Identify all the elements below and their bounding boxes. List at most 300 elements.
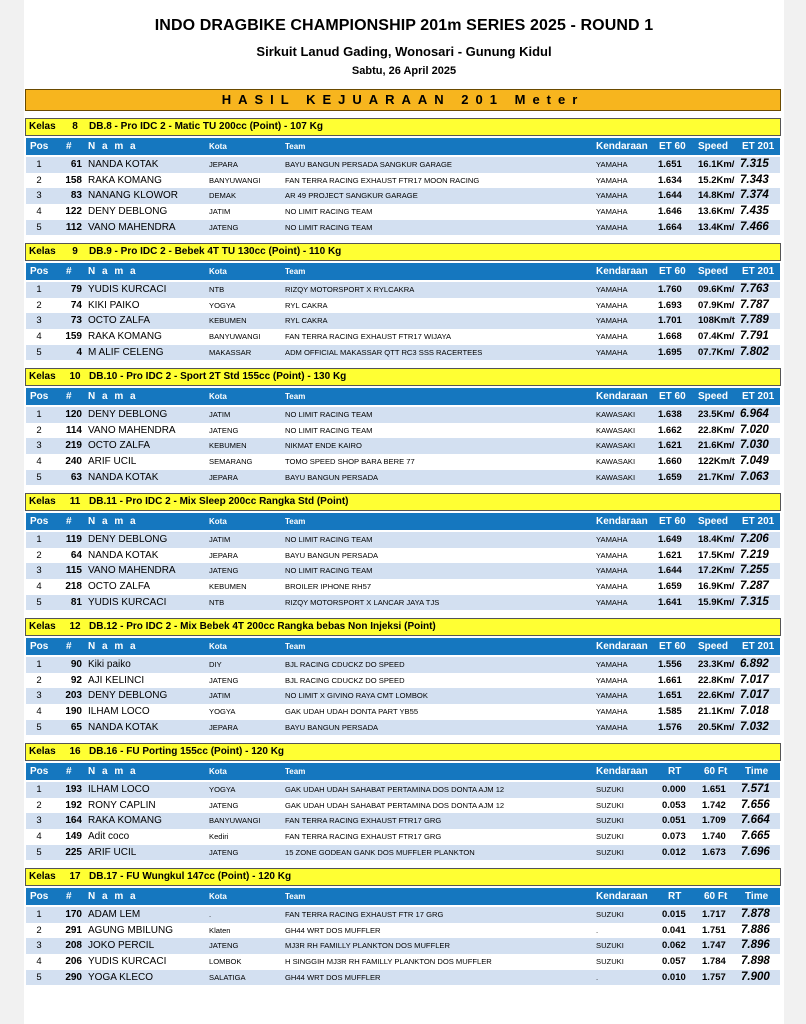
result-row	[26, 907, 780, 923]
cell-metric-2: 1.757	[702, 971, 726, 983]
result-row	[26, 923, 780, 939]
column-header-metric-1: RT	[668, 766, 682, 777]
column-header-vehicle: Kendaraan	[596, 391, 648, 402]
cell-rider-name: RAKA KOMANG	[88, 174, 162, 186]
cell-city: KEBUMEN	[209, 582, 247, 592]
cell-pos: 3	[36, 690, 42, 702]
cell-city: BANYUWANGI	[209, 332, 261, 342]
result-row	[26, 938, 780, 954]
cell-city: JATENG	[209, 941, 239, 951]
column-header-vehicle: Kendaraan	[596, 641, 648, 652]
cell-metric-1: 1.646	[658, 206, 682, 218]
cell-team: GAK UDAH UDAH DONTA PART YB55	[285, 707, 419, 717]
cell-bib-number: 219	[65, 440, 82, 452]
class-title-bar	[25, 618, 781, 636]
cell-bib-number: 79	[70, 284, 82, 295]
cell-pos: 3	[36, 315, 42, 327]
result-row	[26, 829, 780, 845]
cell-team: RIZQY MOTORSPORT X LANCAR JAYA TJS	[285, 597, 440, 607]
cell-bib-number: 291	[65, 924, 82, 936]
cell-rider-name: OCTO ZALFA	[88, 440, 151, 452]
cell-rider-name: Adit coco	[88, 831, 130, 843]
cell-rider-name: ADAM LEM	[88, 909, 141, 920]
cell-metric-3: 7.219	[740, 548, 769, 561]
class-number: 17	[69, 871, 81, 882]
cell-pos: 4	[36, 331, 42, 343]
cell-city: JATENG	[209, 847, 239, 857]
column-header-rider-name: N a m a	[88, 766, 138, 777]
cell-team: FAN TERRA RACING EXHAUST FTR 17 GRG	[285, 910, 444, 919]
cell-team: 15 ZONE GODEAN GANK DOS MUFFLER PLANKTON	[285, 847, 475, 857]
cell-rider-name: ILHAM LOCO	[88, 784, 150, 795]
cell-metric-3: 7.802	[740, 345, 769, 358]
cell-metric-1: 0.062	[662, 940, 686, 952]
cell-metric-2: 17.5Km/	[698, 549, 735, 561]
cell-metric-2: 14.8Km/	[698, 190, 735, 202]
result-row	[26, 423, 780, 439]
cell-pos: 5	[36, 971, 42, 983]
result-row	[26, 579, 780, 595]
cell-team: TOMO SPEED SHOP BARA BERE 77	[285, 457, 415, 467]
cell-rider-name: RONY CAPLIN	[88, 799, 156, 811]
result-row	[26, 345, 780, 361]
cell-metric-1: 0.015	[662, 909, 686, 920]
cell-vehicle: YAMAHA	[596, 175, 628, 185]
column-header-row	[26, 513, 780, 530]
cell-metric-1: 1.661	[658, 674, 682, 686]
cell-city: KEBUMEN	[209, 441, 247, 451]
cell-metric-3: 7.466	[740, 220, 769, 233]
column-header-rider-name: N a m a	[88, 141, 138, 152]
cell-metric-2: 21.7Km/	[698, 471, 735, 483]
cell-bib-number: 90	[70, 659, 82, 670]
column-header-team: Team	[285, 267, 306, 276]
cell-pos: 2	[36, 924, 42, 936]
result-row	[26, 438, 780, 454]
cell-pos: 5	[36, 471, 42, 483]
cell-team: FAN TERRA RACING EXHAUST FTR17 MOON RACING	[285, 175, 480, 185]
cell-metric-1: 1.662	[658, 424, 682, 436]
cell-bib-number: 119	[65, 534, 82, 545]
column-header-vehicle: Kendaraan	[596, 891, 648, 902]
result-row	[26, 954, 780, 970]
cell-vehicle: YAMAHA	[596, 691, 628, 701]
class-number: 8	[72, 121, 78, 132]
cell-metric-3: 7.898	[741, 955, 770, 968]
cell-city: SEMARANG	[209, 457, 253, 467]
cell-bib-number: 170	[65, 909, 82, 920]
cell-vehicle: YAMAHA	[596, 316, 628, 326]
class-kelas-label: Kelas	[29, 871, 56, 882]
cell-metric-2: 1.717	[702, 909, 726, 920]
cell-pos: 4	[36, 206, 42, 218]
result-row	[26, 563, 780, 579]
cell-vehicle: KAWASAKI	[596, 472, 636, 482]
cell-bib-number: 158	[65, 174, 82, 186]
class-title-bar	[25, 368, 781, 386]
cell-metric-3: 7.343	[740, 173, 769, 186]
column-header-bib-number: #	[66, 266, 72, 277]
cell-metric-1: 0.051	[662, 815, 686, 827]
cell-vehicle: YAMAHA	[596, 191, 628, 201]
column-header-row	[26, 263, 780, 280]
cell-team: BJL RACING CDUCKZ DO SPEED	[285, 660, 405, 669]
cell-metric-2: 09.6Km/	[698, 284, 735, 295]
cell-bib-number: 159	[65, 331, 82, 343]
cell-rider-name: OCTO ZALFA	[88, 581, 151, 593]
cell-metric-1: 1.641	[658, 596, 682, 608]
column-header-bib-number: #	[66, 766, 72, 777]
cell-rider-name: ARIF UCIL	[88, 456, 137, 468]
cell-pos: 4	[36, 706, 42, 718]
column-header-city: Kota	[209, 142, 227, 151]
cell-team: GAK UDAH UDAH SAHABAT PERTAMINA DOS DONTA AJM 12	[285, 785, 505, 794]
cell-vehicle: YAMAHA	[596, 550, 628, 560]
cell-city: Kediri	[209, 832, 229, 842]
column-header-pos: Pos	[30, 766, 49, 777]
cell-team: FAN TERRA RACING EXHAUST FTR17 WIJAYA	[285, 332, 452, 342]
column-header-team: Team	[285, 767, 306, 776]
class-kelas-label: Kelas	[29, 496, 56, 507]
cell-vehicle: YAMAHA	[596, 300, 628, 310]
cell-pos: 3	[36, 440, 42, 452]
cell-pos: 5	[36, 221, 42, 233]
page-margin-left	[0, 0, 24, 1024]
column-header-metric-2: 60 Ft	[704, 891, 728, 902]
cell-team: FAN TERRA RACING EXHAUST FTR17 GRG	[285, 816, 442, 826]
cell-city: JATIM	[209, 207, 231, 217]
cell-rider-name: M ALIF CELENG	[88, 346, 164, 358]
column-header-metric-2: Speed	[698, 141, 729, 152]
cell-metric-2: 108Km/t	[698, 315, 735, 327]
class-title: DB.12 - Pro IDC 2 - Mix Bebek 4T 200cc Rangka bebas Non Injeksi (Point)	[89, 621, 436, 632]
column-header-row	[26, 888, 780, 905]
cell-metric-2: 15.9Km/	[698, 596, 735, 608]
column-header-city: Kota	[209, 517, 227, 526]
cell-metric-1: 0.010	[662, 971, 686, 983]
class-number: 9	[72, 246, 78, 257]
cell-metric-2: 07.9Km/	[698, 299, 735, 311]
cell-metric-2: 13.4Km/	[698, 221, 735, 233]
cell-rider-name: ARIF UCIL	[88, 846, 137, 858]
cell-metric-2: 23.3Km/	[698, 659, 735, 670]
cell-rider-name: YOGA KLECO	[88, 971, 154, 983]
cell-bib-number: 149	[65, 831, 82, 843]
column-header-team: Team	[285, 642, 306, 651]
column-header-metric-1: RT	[668, 891, 682, 902]
column-header-vehicle: Kendaraan	[596, 516, 648, 527]
result-row	[26, 845, 780, 861]
cell-metric-3: 7.896	[741, 939, 770, 952]
cell-metric-1: 1.644	[658, 565, 682, 577]
cell-metric-1: 1.664	[658, 221, 682, 233]
cell-city: JEPARA	[209, 160, 238, 169]
column-header-team: Team	[285, 142, 306, 151]
cell-bib-number: 63	[70, 471, 82, 483]
cell-team: H SINGGIH MJ3R RH FAMILLY PLANKTON DOS MUFFLER	[285, 957, 492, 967]
column-header-team: Team	[285, 892, 306, 901]
class-title-bar	[25, 868, 781, 886]
result-row	[26, 407, 780, 423]
cell-metric-3: 7.791	[740, 330, 769, 343]
cell-metric-3: 7.789	[740, 314, 769, 327]
cell-metric-1: 1.621	[658, 549, 682, 561]
cell-city: JATIM	[209, 410, 231, 419]
cell-vehicle: YAMAHA	[596, 660, 628, 669]
cell-metric-3: 6.892	[740, 658, 769, 670]
cell-bib-number: 203	[65, 690, 82, 702]
cell-vehicle: YAMAHA	[596, 332, 628, 342]
cell-vehicle: KAWASAKI	[596, 410, 636, 419]
class-kelas-label: Kelas	[29, 621, 56, 632]
cell-pos: 4	[36, 581, 42, 593]
cell-rider-name: VANO MAHENDRA	[88, 424, 176, 436]
cell-rider-name: OCTO ZALFA	[88, 315, 151, 327]
cell-vehicle: YAMAHA	[596, 285, 628, 294]
cell-metric-3: 7.664	[741, 814, 770, 827]
cell-vehicle: YAMAHA	[596, 347, 628, 357]
results-sheet	[24, 0, 784, 1024]
cell-metric-2: 1.742	[702, 799, 726, 811]
cell-bib-number: 208	[65, 940, 82, 952]
cell-metric-2: 21.6Km/	[698, 440, 735, 452]
cell-rider-name: VANO MAHENDRA	[88, 221, 176, 233]
result-row	[26, 813, 780, 829]
cell-team: BROILER IPHONE RH57	[285, 582, 372, 592]
cell-team: GH44 WRT DOS MUFFLER	[285, 972, 381, 982]
cell-metric-2: 18.4Km/	[698, 534, 735, 545]
cell-city: BANYUWANGI	[209, 175, 261, 185]
column-header-metric-2: Speed	[698, 391, 729, 402]
cell-metric-3: 7.017	[740, 673, 769, 686]
cell-pos: 3	[36, 815, 42, 827]
cell-city: YOGYA	[209, 707, 236, 717]
column-header-metric-1: ET 60	[659, 141, 686, 152]
result-row	[26, 782, 780, 798]
cell-city: MAKASSAR	[209, 347, 252, 357]
class-number: 16	[69, 746, 81, 757]
result-row	[26, 798, 780, 814]
cell-bib-number: 65	[70, 721, 82, 733]
cell-team: BJL RACING CDUCKZ DO SPEED	[285, 675, 405, 685]
class-kelas-label: Kelas	[29, 246, 56, 257]
cell-metric-1: 0.012	[662, 846, 686, 858]
cell-metric-3: 6.964	[740, 408, 769, 420]
cell-metric-2: 16.9Km/	[698, 581, 735, 593]
class-kelas-label: Kelas	[29, 121, 56, 132]
cell-metric-3: 7.287	[740, 580, 769, 593]
cell-bib-number: 4	[76, 346, 82, 358]
cell-pos: 4	[36, 456, 42, 468]
cell-pos: 2	[36, 549, 42, 561]
column-header-pos: Pos	[30, 141, 49, 152]
cell-city: SALATIGA	[209, 972, 246, 982]
class-title-bar	[25, 118, 781, 136]
cell-vehicle: SUZUKI	[596, 785, 624, 794]
cell-rider-name: DENY DEBLONG	[88, 534, 168, 545]
cell-pos: 3	[36, 565, 42, 577]
cell-team: NO LIMIT RACING TEAM	[285, 410, 373, 419]
cell-bib-number: 290	[65, 971, 82, 983]
column-header-rider-name: N a m a	[88, 266, 138, 277]
cell-city: .	[209, 910, 212, 919]
cell-bib-number: 192	[65, 799, 82, 811]
cell-metric-3: 7.018	[740, 705, 769, 718]
cell-metric-3: 7.032	[740, 720, 769, 733]
cell-metric-2: 22.8Km/	[698, 424, 735, 436]
cell-pos: 5	[36, 721, 42, 733]
result-row	[26, 532, 780, 548]
cell-pos: 2	[36, 674, 42, 686]
cell-pos: 1	[36, 284, 42, 295]
class-title-bar	[25, 243, 781, 261]
column-header-bib-number: #	[66, 391, 72, 402]
cell-pos: 5	[36, 346, 42, 358]
cell-vehicle: SUZUKI	[596, 816, 624, 826]
cell-team: NO LIMIT RACING TEAM	[285, 566, 373, 576]
class-title-bar	[25, 743, 781, 761]
cell-metric-2: 122Km/t	[698, 456, 735, 468]
results-banner: HASIL KEJUARAAN 201 Meter	[25, 89, 781, 111]
class-title: DB.10 - Pro IDC 2 - Sport 2T Std 155cc (Point) - 130 Kg	[89, 371, 347, 382]
cell-pos: 5	[36, 846, 42, 858]
cell-pos: 4	[36, 956, 42, 968]
cell-vehicle: KAWASAKI	[596, 457, 636, 467]
column-header-pos: Pos	[30, 266, 49, 277]
cell-metric-1: 1.644	[658, 190, 682, 202]
cell-metric-1: 0.053	[662, 799, 686, 811]
result-row	[26, 298, 780, 314]
result-row	[26, 157, 780, 173]
cell-rider-name: NANDA KOTAK	[88, 471, 159, 483]
cell-metric-3: 7.020	[740, 423, 769, 436]
cell-rider-name: RAKA KOMANG	[88, 815, 162, 827]
column-header-row	[26, 638, 780, 655]
cell-city: BANYUWANGI	[209, 816, 261, 826]
result-row	[26, 173, 780, 189]
cell-team: FAN TERRA RACING EXHAUST FTR17 GRG	[285, 832, 442, 842]
column-header-rider-name: N a m a	[88, 641, 138, 652]
cell-rider-name: DENY DEBLONG	[88, 690, 168, 702]
cell-metric-3: 7.374	[740, 189, 769, 202]
venue-subtitle: Sirkuit Lanud Gading, Wonosari - Gunung Kidul	[256, 44, 552, 59]
column-header-metric-1: ET 60	[659, 391, 686, 402]
cell-vehicle: YAMAHA	[596, 160, 628, 169]
cell-team: NO LIMIT RACING TEAM	[285, 222, 373, 232]
cell-pos: 1	[36, 784, 42, 795]
cell-metric-1: 0.057	[662, 956, 686, 968]
column-header-pos: Pos	[30, 391, 49, 402]
cell-rider-name: NANDA KOTAK	[88, 159, 159, 170]
cell-city: JATENG	[209, 675, 239, 685]
cell-metric-1: 1.651	[658, 690, 682, 702]
column-header-pos: Pos	[30, 891, 49, 902]
class-kelas-label: Kelas	[29, 746, 56, 757]
cell-bib-number: 74	[70, 299, 82, 311]
cell-metric-1: 0.073	[662, 831, 686, 843]
class-number: 11	[69, 496, 81, 507]
cell-metric-3: 7.315	[740, 595, 769, 608]
class-title-bar	[25, 493, 781, 511]
cell-bib-number: 206	[65, 956, 82, 968]
cell-metric-2: 20.5Km/	[698, 721, 735, 733]
column-header-metric-2: 60 Ft	[704, 766, 728, 777]
cell-rider-name: JOKO PERCIL	[88, 940, 155, 952]
cell-city: NTB	[209, 597, 225, 607]
result-row	[26, 595, 780, 611]
cell-bib-number: 115	[65, 565, 82, 577]
cell-metric-1: 1.659	[658, 471, 682, 483]
cell-team: ADM OFFICIAL MAKASSAR QTT RC3 SSS RACERTEES	[285, 347, 483, 357]
column-header-bib-number: #	[66, 891, 72, 902]
cell-team: MJ3R RH FAMILLY PLANKTON DOS MUFFLER	[285, 941, 450, 951]
cell-metric-3: 7.787	[740, 298, 769, 311]
class-number: 10	[69, 371, 81, 382]
cell-bib-number: 225	[65, 846, 82, 858]
cell-metric-2: 22.6Km/	[698, 690, 735, 702]
cell-metric-3: 7.435	[740, 205, 769, 218]
column-header-row	[26, 138, 780, 155]
cell-rider-name: NANANG KLOWOR	[88, 190, 179, 202]
cell-rider-name: RAKA KOMANG	[88, 331, 162, 343]
cell-vehicle: YAMAHA	[596, 597, 628, 607]
cell-team: GH44 WRT DOS MUFFLER	[285, 925, 381, 935]
column-header-metric-1: ET 60	[659, 516, 686, 527]
column-header-metric-3: Time	[745, 891, 769, 902]
cell-metric-1: 1.760	[658, 284, 682, 295]
cell-metric-1: 1.638	[658, 409, 682, 420]
event-date: Sabtu, 26 April 2025	[351, 65, 457, 77]
class-title: DB.8 - Pro IDC 2 - Matic TU 200cc (Point) - 107 Kg	[89, 121, 323, 132]
result-row	[26, 282, 780, 298]
cell-rider-name: YUDIS KURCACI	[88, 956, 167, 968]
cell-vehicle: .	[596, 972, 599, 982]
cell-metric-1: 1.585	[658, 706, 682, 718]
cell-metric-2: 1.784	[702, 956, 726, 968]
result-row	[26, 720, 780, 736]
column-header-metric-3: ET 201	[742, 391, 775, 402]
cell-bib-number: 92	[70, 674, 82, 686]
column-header-team: Team	[285, 517, 306, 526]
cell-pos: 1	[36, 534, 42, 545]
cell-vehicle: SUZUKI	[596, 910, 624, 919]
cell-rider-name: ILHAM LOCO	[88, 706, 150, 718]
cell-vehicle: YAMAHA	[596, 582, 628, 592]
cell-metric-1: 1.659	[658, 581, 682, 593]
cell-team: BAYU BANGUN PERSADA	[285, 550, 379, 560]
cell-city: JATIM	[209, 691, 231, 701]
cell-vehicle: SUZUKI	[596, 800, 624, 810]
result-row	[26, 329, 780, 345]
cell-metric-1: 0.041	[662, 924, 686, 936]
cell-metric-1: 1.668	[658, 331, 682, 343]
cell-metric-3: 7.763	[740, 283, 769, 295]
column-header-metric-3: ET 201	[742, 641, 775, 652]
column-header-metric-3: ET 201	[742, 266, 775, 277]
cell-pos: 3	[36, 940, 42, 952]
cell-rider-name: NANDA KOTAK	[88, 549, 159, 561]
cell-metric-1: 1.701	[658, 315, 682, 327]
cell-bib-number: 120	[65, 409, 82, 420]
column-header-city: Kota	[209, 392, 227, 401]
result-row	[26, 970, 780, 986]
cell-metric-3: 7.696	[741, 845, 770, 858]
cell-bib-number: 164	[65, 815, 82, 827]
column-header-metric-2: Speed	[698, 641, 729, 652]
column-header-metric-2: Speed	[698, 516, 729, 527]
column-header-pos: Pos	[30, 516, 49, 527]
column-header-city: Kota	[209, 267, 227, 276]
